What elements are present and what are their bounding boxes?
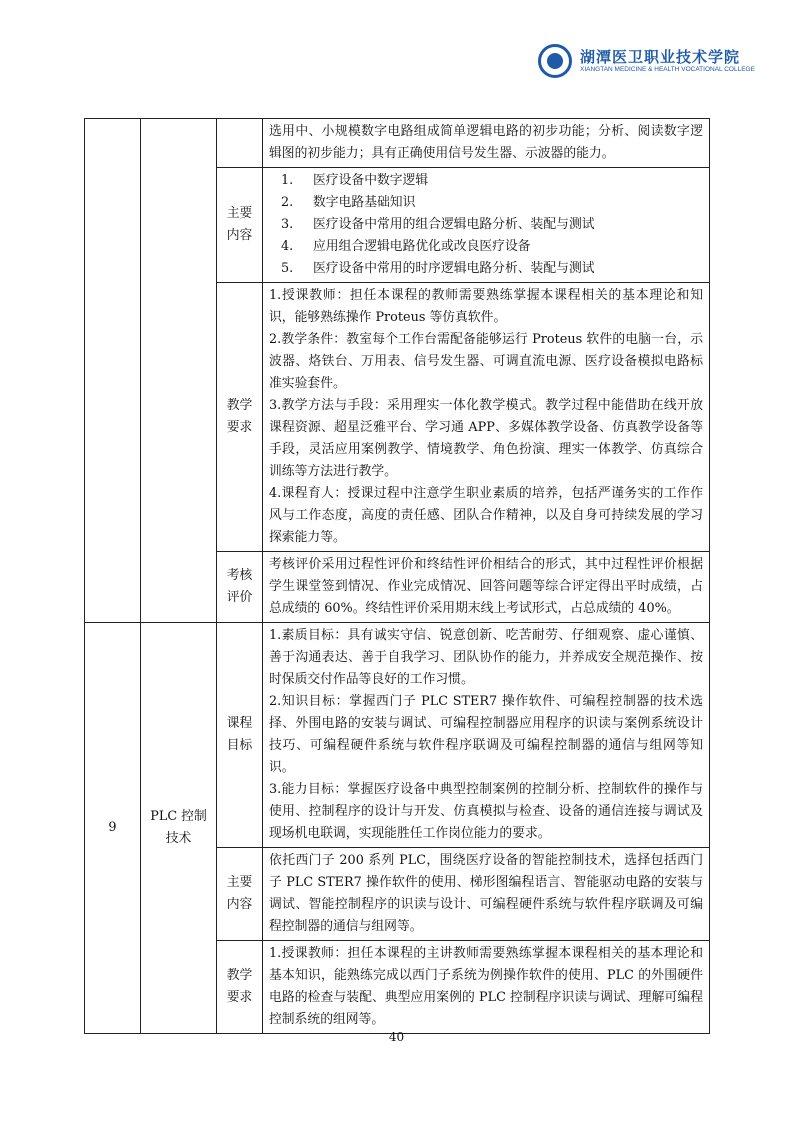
label-line: 主要 (226, 206, 253, 221)
item-text: 医疗设备中数字逻辑 (313, 173, 429, 188)
label-line: 要求 (226, 990, 253, 1005)
teaching-paragraph: 3.教学方法与手段：采用理实一体化教学模式。教学过程中能借助在线开放课程资源、超星泛雅平台、学习通 APP、多媒体教学设备、仿真教学设备等手段，灵活应用案例教学、情境教学、角色扮演、理实一体教学、仿真综合训练等方法进行教学。 (269, 398, 703, 479)
teaching-paragraph: 2.教学条件：教室每个工作台需配备能够运行 Proteus 软件的电脑一台，示波器、烙铁台、万用表、信号发生器、可调直流电源、医疗设备模拟电路标准实验套件。 (269, 332, 703, 391)
content-label-cell (217, 168, 263, 283)
label-line: 目标 (226, 738, 253, 753)
item-number: 5. (281, 261, 294, 276)
index-cell-empty (85, 119, 141, 623)
goal-label-cell (217, 623, 263, 848)
list-item (269, 214, 703, 236)
goal-cell (263, 623, 710, 848)
teaching-paragraph: 1.授课教师：担任本课程的教师需要熟练掌握本课程相关的基本理论和知识，能够熟练操作 Proteus 等仿真软件。 (269, 288, 703, 325)
label-cell-empty (217, 119, 263, 168)
list-item (269, 170, 703, 192)
label-line: 教学 (226, 968, 253, 983)
school-name-en: XIANGTAN MEDICINE & HEALTH VOCATIONAL COLLEGE (580, 66, 755, 73)
school-logo (538, 44, 755, 84)
course-name-line: PLC 控制 (150, 809, 207, 824)
label-line: 内容 (226, 897, 253, 912)
table-row (85, 119, 710, 168)
list-item (269, 258, 703, 280)
content-text: 依托西门子 200 系列 PLC，围绕医疗设备的智能控制技术，选择包括西门子 PLC STER7 操作软件的使用、梯形图编程语言、智能驱动电路的安装与调试、智能控制程序的识读与设计、可编程硬件系统与软件程序联调及可编程控制器的通信与组网等。 (269, 853, 703, 934)
list-item (269, 236, 703, 258)
assessment-label-cell (217, 552, 263, 623)
teaching-cell (263, 283, 710, 552)
label-line: 课程 (226, 716, 253, 731)
item-text: 医疗设备中常用的时序逻辑电路分析、装配与测试 (313, 261, 595, 276)
goal-paragraph: 3.能力目标：掌握医疗设备中典型控制案例的控制分析、控制软件的操作与使用、控制程序的设计与开发、仿真模拟与检查、设备的通信连接与调试及现场机电联调，实现能胜任工作岗位能力的要求。 (269, 782, 703, 841)
item-number: 3. (281, 217, 294, 232)
goal-tail-text: 选用中、小规模数字电路组成简单逻辑电路的初步功能；分析、阅读数字逻辑图的初步能力；具有正确使用信号发生器、示波器的能力。 (269, 124, 703, 161)
course-name-cell-empty (141, 119, 217, 623)
item-number: 4. (281, 239, 294, 254)
content-cell (263, 168, 710, 283)
label-line: 考核 (226, 568, 253, 583)
course-name-cell (141, 623, 217, 1034)
table-row (85, 623, 710, 848)
goal-paragraph: 2.知识目标：掌握西门子 PLC STER7 操作软件、可编程控制器的技术选择、外围电路的安装与调试、可编程控制器应用程序的识读与案例系统设计技巧、可编程硬件系统与软件程序联调及可编程控制器的通信与组网等知识。 (269, 694, 703, 775)
teaching-paragraph: 4.课程育人：授课过程中注意学生职业素质的培养，包括严谨务实的工作作风与工作态度，高度的责任感、团队合作精神，以及自身可持续发展的学习探索能力等。 (269, 486, 703, 545)
curriculum-table (84, 118, 710, 1034)
page-number: 40 (388, 1030, 405, 1044)
label-line: 评价 (226, 590, 253, 605)
teaching-label-cell (217, 941, 263, 1034)
label-line: 内容 (226, 228, 253, 243)
school-emblem-icon (538, 44, 572, 78)
item-text: 应用组合逻辑电路优化或改良医疗设备 (313, 239, 531, 254)
teaching-text: 1.授课教师：担任本课程的主讲教师需要熟练掌握本课程相关的基本理论和基本知识，能熟练完成以西门子系统为例操作软件的使用、PLC 的外围硬件电路的检查与装配、典型应用案例的 PLC 控制程序识读与调试、理解可编程控制系统的组网等。 (269, 946, 703, 1027)
item-number: 2. (281, 195, 294, 210)
content-list (269, 170, 703, 280)
goal-tail-cell (263, 119, 710, 168)
item-number: 1. (281, 173, 294, 188)
content-cell (263, 848, 710, 941)
teaching-label-cell (217, 283, 263, 552)
list-item (269, 192, 703, 214)
goal-paragraph: 1.素质目标：具有诚实守信、锐意创新、吃苦耐劳、仔细观察、虚心谨慎、善于沟通表达、善于自我学习、团队协作的能力，并养成安全规范操作、按时保质交付作品等良好的工作习惯。 (269, 628, 703, 687)
assessment-text: 考核评价采用过程性评价和终结性评价相结合的形式，其中过程性评价根据学生课堂签到情况、作业完成情况、回答问题等综合评定得出平时成绩，占总成绩的 60%。终结性评价采用期末线上考试形式，占总成绩的 40%。 (269, 557, 703, 616)
teaching-cell (263, 941, 710, 1034)
assessment-cell (263, 552, 710, 623)
label-line: 主要 (226, 875, 253, 890)
course-index: 9 (85, 623, 141, 1034)
label-line: 要求 (226, 420, 253, 435)
content-label-cell (217, 848, 263, 941)
school-name-cn: 湖潭医卫职业技术学院 (580, 48, 741, 66)
label-line: 教学 (226, 398, 253, 413)
item-text: 医疗设备中常用的组合逻辑电路分析、装配与测试 (313, 217, 595, 232)
item-text: 数字电路基础知识 (313, 195, 416, 210)
course-name-line: 技术 (165, 831, 192, 846)
